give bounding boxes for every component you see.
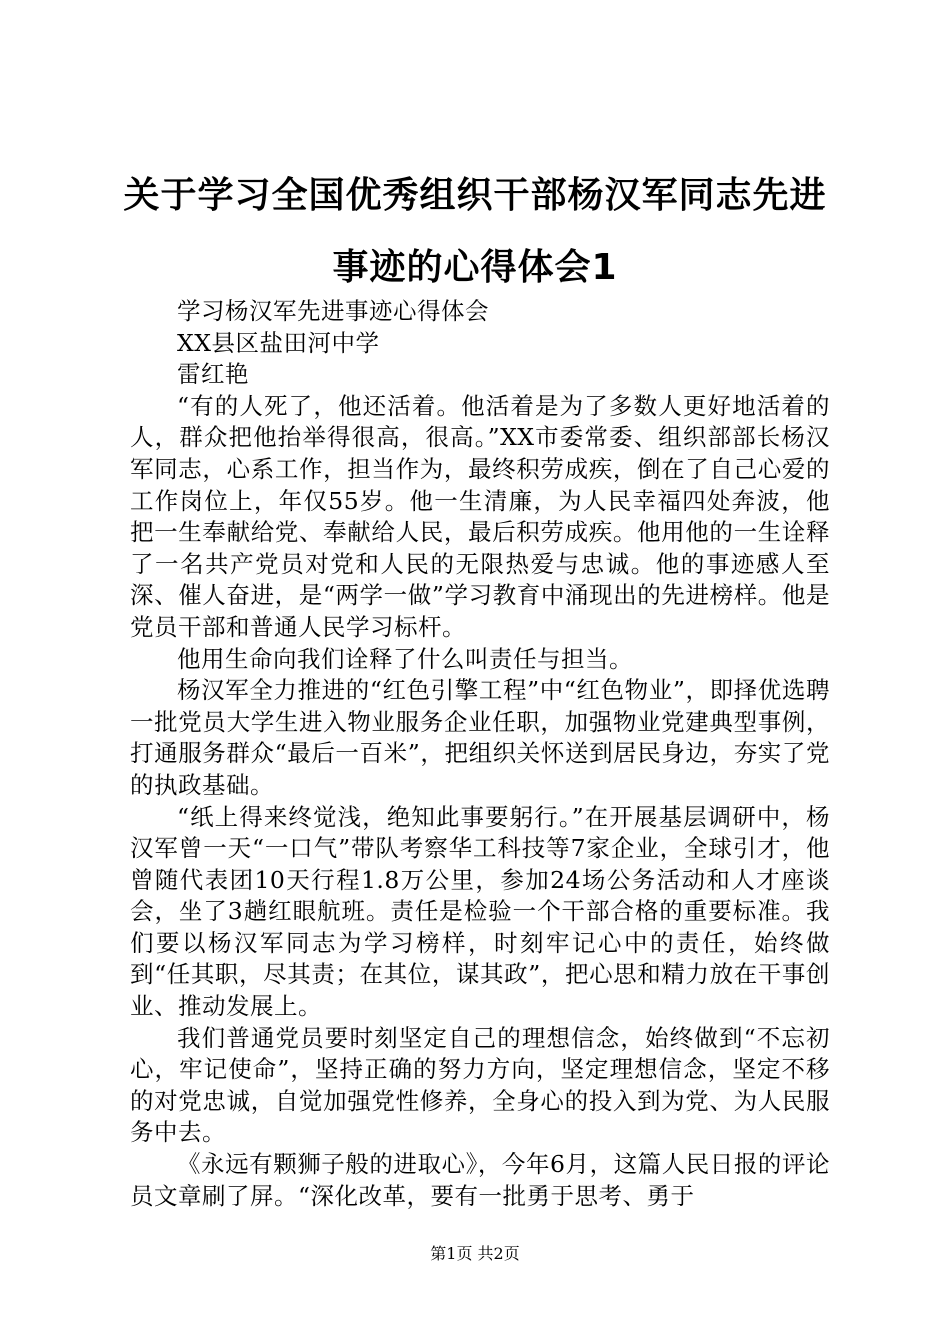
paragraph: “纸上得来终觉浅，绝知此事要躬行。”在开展基层调研中，杨汉军曾一天“一口气”带队考察华工科技等7家企业，全球引才，他曾随代表团10天行程1.8万公里，参加24场公务活动和人才座谈会，坐了3趟红眼航班。责任是检验一个干部合格的重要标准。我们要以杨汉军同志为学习榜样，时刻牢记心中的责任，始终做到“任其职，尽其责；在其位，谋其政”，把心思和精力放在干事创业、推动发展上。 (130, 802, 830, 1021)
meta-line-heading: 学习杨汉军先进事迹心得体会 (177, 297, 489, 325)
paragraph: 《永远有颗狮子般的进取心》，今年6月，这篇人民日报的评论员文章刷了屏。“深化改革，要有一批勇于思考、勇于 (130, 1150, 830, 1210)
meta-line-school: XX县区盐田河中学 (177, 328, 380, 357)
paragraph: 我们普通党员要时刻坚定自己的理想信念，始终做到“不忘初心，牢记使命”，坚持正确的努力方向，坚定理想信念，坚定不移的对党忠诚，自觉加强党性修养，全身心的投入到为党、为人民服务中去。 (130, 1023, 830, 1147)
paragraph: 杨汉军全力推进的“红色引擎工程”中“红色物业”，即择优选聘一批党员大学生进入物业服务企业任职，加强物业党建典型事例，打通服务群众“最后一百米”，把组织关怀送到居民身边，夯实了党的执政基础。 (130, 676, 830, 799)
document-body (130, 296, 830, 1212)
document-title: 关于学习全国优秀组织干部杨汉军同志先进事迹的心得体会1 (123, 175, 827, 288)
paragraph: “有的人死了，他还活着。他活着是为了多数人更好地活着的人，群众把他抬举得很高，很高。”XX市委常委、组织部部长杨汉军同志，心系工作，担当作为，最终积劳成疾，倒在了自己心爱的工作岗位上，年仅55岁。他一生清廉，为人民幸福四处奔波，他把一生奉献给党、奉献给人民，最后积劳成疾。他用他的一生诠释了一名共产党员对党和人民的无限热爱与忠诚。他的事迹感人至深、催人奋进，是“两学一做”学习教育中涌现出的先进榜样。他是党员干部和普通人民学习标杆。 (130, 391, 830, 641)
meta-line-author: 雷红艳 (177, 360, 249, 389)
page-footer: 第1页 共2页 (430, 1244, 520, 1263)
paragraph: 他用生命向我们诠释了什么叫责任与担当。 (177, 644, 633, 673)
